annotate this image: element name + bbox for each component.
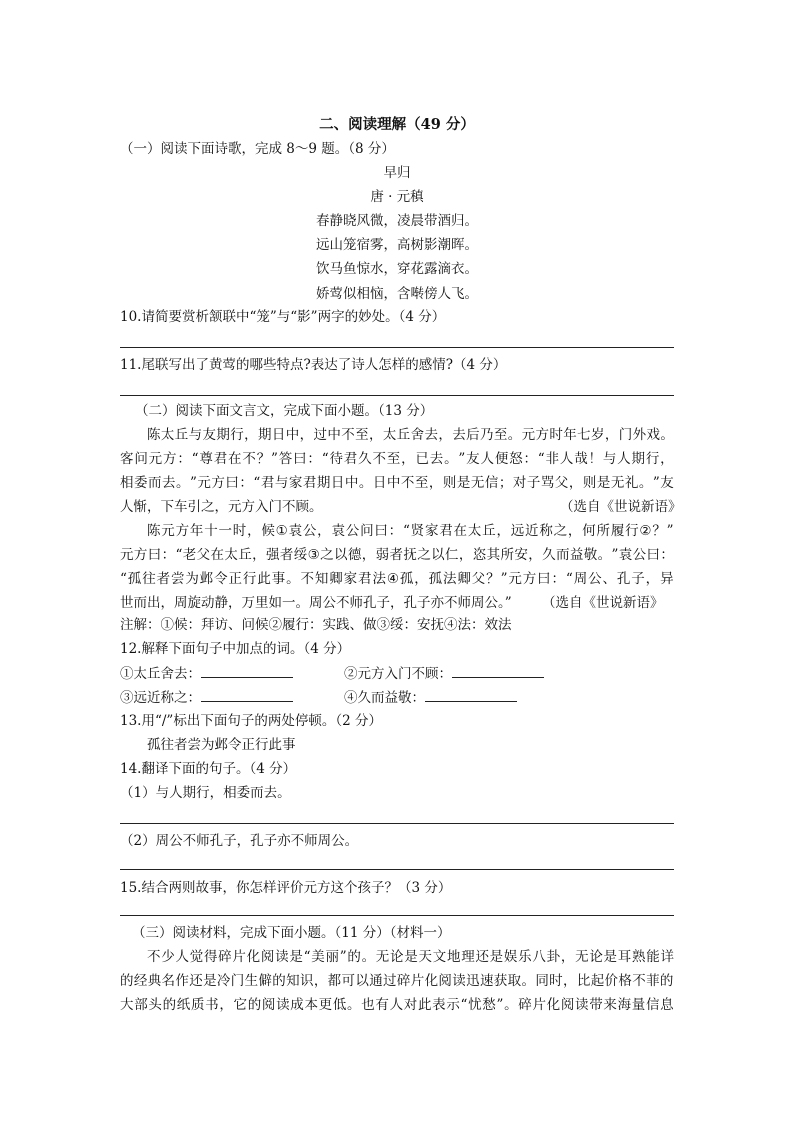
answer-blank[interactable] — [201, 687, 293, 702]
q14-item-1: （1）与人期行，相委而去。 — [120, 785, 291, 801]
answer-line — [120, 347, 674, 348]
answer-line — [120, 823, 674, 824]
answer-line — [120, 395, 674, 396]
poem-line: 春静晓风微，凌晨带酒归。 — [316, 213, 478, 229]
q12-item-label: ②元方入门不顾： — [344, 666, 452, 682]
answer-blank[interactable] — [452, 663, 544, 678]
part3-heading: （三）阅读材料，完成下面小题。（11 分）（材料一） — [132, 925, 451, 941]
part1-heading: （一）阅读下面诗歌，完成 8～9 题。（8 分） — [120, 141, 395, 157]
q12-item-label: ③远近称之： — [120, 690, 201, 706]
poem-title: 早归 — [383, 165, 411, 181]
passage2-source: （选自《世说新语》 — [542, 595, 664, 611]
q14-item-2: （2）周公不师孔子，孔子亦不师周公。 — [120, 833, 359, 849]
poem-line: 娇莺似相恼，含啭傍人飞。 — [316, 286, 478, 302]
q12-item — [344, 687, 517, 708]
passage2-line: 元 方 曰 ： “ 老 父 在 太 丘 ， 强 者 绥 ③ 之 以 德 ， 弱 者 抚 之 以 仁 ， 恣 其 所 安 ， 久 而 益 敬 。 ” 袁 公 曰 ： — [120, 547, 674, 563]
material-line: 的 经 典 名 作 还 是 冷 门 生 僻 的 知 识 ， 都 可 以 通 过 碎 片 化 阅 读 迅 速 获 取 。 同 时 ， 比 起 价 格 不 菲 的 — [120, 973, 674, 989]
passage2-line: 世而出，周旋动静，万里如一。周公不师孔子，孔子亦不师周公。” — [120, 595, 512, 611]
q12-item — [120, 663, 293, 684]
part2-heading: （二）阅读下面文言文，完成下面小题。（13 分） — [135, 403, 434, 419]
passage1-source: （选自《世说新语》 — [560, 499, 682, 515]
passage1-line: 客 问 元 方 ： “ 尊 君 在 不 ？ ” 答 曰 ： “ 待 君 久 不 至 ， 已 去 。 ” 友 人 便 怒 ： “ 非 人 哉 ！ 与 人 期 行 ， — [120, 451, 674, 467]
answer-line — [120, 915, 674, 916]
passage2-line: 陈 元 方 年 十 一 时 ， 候 ① 袁 公 ， 袁 公 问 曰 ： “ 贤 家 君 在 太 丘 ， 远 近 称 之 ， 何 所 履 行 ② ？ ” — [147, 523, 674, 539]
question-13: 13.用“/”标出下面句子的两处停顿。（2 分） — [120, 713, 382, 729]
q12-item — [120, 687, 293, 708]
passage1-line: 人惭，下车引之，元方入门不顾。 — [120, 499, 323, 515]
poem-line: 远山笼宿雾，高树影潮晖。 — [316, 237, 478, 253]
poem-author: 唐 · 元稹 — [370, 189, 424, 205]
poem-line: 饮马鱼惊水，穿花露滴衣。 — [316, 261, 478, 277]
section-title: 二、阅读理解（49 分） — [319, 116, 475, 133]
answer-blank[interactable] — [201, 663, 293, 678]
question-14: 14.翻译下面的句子。（4 分） — [120, 761, 297, 777]
passage1-line: 相 委 而 去 。 ” 元 方 曰 ： “ 君 与 家 君 期 日 中 。 日 中 不 至 ， 则 是 无 信 ； 对 子 骂 父 ， 则 是 无 礼 。 ” 友 — [120, 475, 674, 491]
question-11: 11.尾联写出了黄莺的哪些特点?表达了诗人怎样的感情?（4 分） — [120, 357, 507, 373]
q13-sentence: 孤往者尝为邺令正行此事 — [147, 737, 296, 753]
passage1-line: 陈 太 丘 与 友 期 行 ， 期 日 中 ， 过 中 不 至 ， 太 丘 舍 去 ， 去 后 乃 至 。 元 方 时 年 七 岁 ， 门 外 戏 。 — [147, 427, 674, 443]
material-line: 不 少 人 觉 得 碎 片 化 阅 读 是 “ 美 丽 ” 的 。 无 论 是 天 文 地 理 还 是 娱 乐 八 卦 ， 无 论 是 耳 熟 能 详 — [147, 949, 674, 965]
passage2-line: “ 孤 往 者 尝 为 邺 令 正 行 此 事 。 不 知 卿 家 君 法 ④ 孤 ， 孤 法 卿 父 ？ ” 元 方 曰 ： “ 周 公 、 孔 子 ， 异 — [120, 571, 674, 587]
q12-item-label: ④久而益敬： — [344, 690, 425, 706]
q12-item-label: ①太丘舍去： — [120, 666, 201, 682]
question-12: 12.解释下面句子中加点的词。（4 分） — [120, 641, 351, 657]
question-10: 10.请简要赏析颔联中“笼”与“影”两字的妙处。（4 分） — [120, 309, 446, 325]
question-15: 15.结合两则故事，你怎样评价元方这个孩子？（3 分） — [120, 880, 452, 896]
answer-blank[interactable] — [425, 687, 517, 702]
answer-line — [120, 869, 674, 870]
material-line: 大 部 头 的 纸 质 书 ， 它 的 阅 读 成 本 更 低 。 也 有 人 对 此 表 示 “ 忧 愁 ” 。 碎 片 化 阅 读 带 来 海 量 信 息 — [120, 997, 674, 1013]
q12-item — [344, 663, 544, 684]
notes: 注解：①候：拜访、问候②履行：实践、做③绥：安抚④法：效法 — [120, 617, 512, 633]
